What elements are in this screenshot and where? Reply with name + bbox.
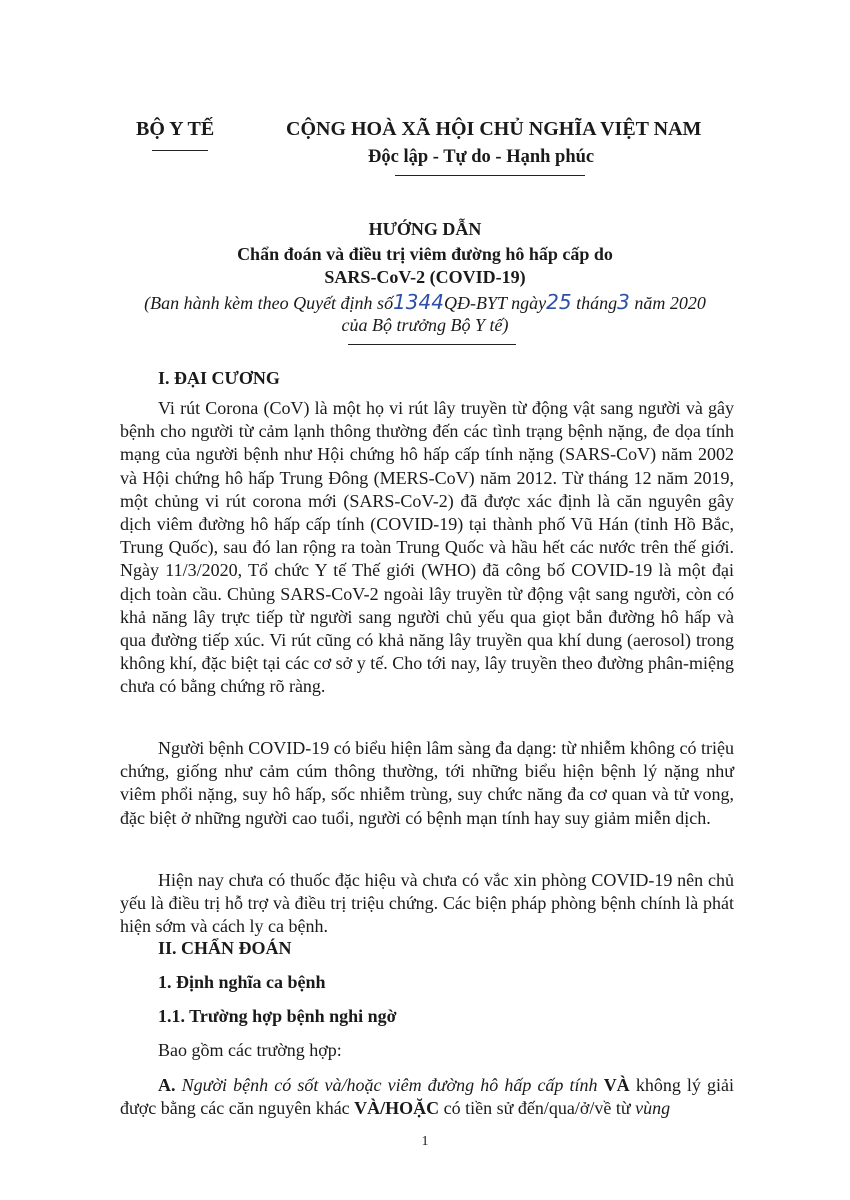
paragraph-case-a bbox=[120, 1074, 734, 1120]
motto-underline bbox=[395, 175, 585, 176]
issuance-mid2: tháng bbox=[576, 293, 618, 313]
handwritten-month: 3 bbox=[617, 290, 630, 314]
handwritten-decision-number: 1344 bbox=[393, 290, 444, 314]
issuance-mid3: năm 2020 bbox=[634, 293, 706, 313]
issuance-note-line2: của Bộ trưởng Bộ Y tế) bbox=[341, 315, 509, 335]
section-heading-diagnosis: II. CHẨN ĐOÁN bbox=[158, 938, 292, 958]
case-a-italic-2: vùng bbox=[635, 1098, 671, 1119]
document-subtitle-line1: Chẩn đoán và điều trị viêm đường hô hấp cấp do bbox=[237, 244, 613, 264]
paragraph-overview-3: Hiện nay chưa có thuốc đặc hiệu và chưa có vắc xin phòng COVID-19 nên chủ yếu là điều trị hỗ trợ và điều trị triệu chứng. Các biện pháp phòng bệnh chính là phát hiện sớm và cách ly ca bệnh. bbox=[120, 870, 734, 937]
section-heading-overview: I. ĐẠI CƯƠNG bbox=[158, 368, 280, 388]
issuance-prefix: (Ban hành kèm theo Quyết định số bbox=[144, 293, 394, 313]
handwritten-day: 25 bbox=[546, 290, 572, 314]
subsection-heading-suspected-case: 1.1. Trường hợp bệnh nghi ngờ bbox=[158, 1006, 397, 1026]
paragraph-overview-2: Người bệnh COVID-19 có biểu hiện lâm sàng đa dạng: từ nhiễm không có triệu chứng, giống như cảm cúm thông thường, tới những biểu hiện bệnh lý nặng như viêm phổi nặng, suy hô hấp, sốc nhiễm trùng, suy chức năng đa cơ quan và tử vong, đặc biệt ở những người cao tuổi, người có bệnh mạn tính hay suy giảm miễn dịch. bbox=[120, 738, 734, 828]
case-a-text-1: không lý giải được bằng các căn nguyên khác bbox=[120, 1075, 735, 1119]
issuance-mid1: QĐ-BYT ngày bbox=[443, 293, 547, 313]
case-a-bold-andor: VÀ/HOẶC bbox=[354, 1098, 440, 1119]
issuance-note-line1 bbox=[0, 290, 850, 314]
case-a-italic-1: Người bệnh có sốt và/hoặc viêm đường hô hấp cấp tính bbox=[181, 1075, 598, 1095]
case-a-label: A. bbox=[158, 1075, 176, 1095]
ministry-underline bbox=[152, 150, 208, 151]
country-name: CỘNG HOÀ XÃ HỘI CHỦ NGHĨA VIỆT NAM bbox=[286, 118, 702, 140]
case-a-text-2: có tiền sử đến/qua/ở/về từ bbox=[443, 1098, 631, 1119]
title-underline bbox=[348, 344, 516, 345]
national-motto: Độc lập - Tự do - Hạnh phúc bbox=[368, 147, 595, 167]
document-subtitle-line2: SARS-CoV-2 (COVID-19) bbox=[324, 267, 526, 287]
document-title: HƯỚNG DẪN bbox=[368, 219, 482, 239]
subsection-heading-case-definition: 1. Định nghĩa ca bệnh bbox=[158, 972, 326, 992]
ministry-name: BỘ Y TẾ bbox=[136, 118, 215, 140]
page-number: 1 bbox=[421, 1134, 429, 1149]
paragraph-overview-1: Vi rút Corona (CoV) là một họ vi rút lây truyền từ động vật sang người và gây bệnh cho người từ cảm lạnh thông thường đến các tình trạng bệnh nặng, đe dọa tính mạng của người bệnh như Hội chứng hô hấp cấp tính nặng (SARS-CoV) năm 2002 và Hội chứng hô hấp Trung Đông (MERS-CoV) năm 2012. Từ tháng 12 năm 2019, một chủng vi rút corona mới (SARS-CoV-2) đã được xác định là căn nguyên gây dịch viêm đường hô hấp cấp tính (COVID-19) tại thành phố Vũ Hán (tỉnh Hồ Bắc, Trung Quốc), sau đó lan rộng ra toàn Trung Quốc và hầu hết các nước trên thế giới. Ngày 11/3/2020, Tổ chức Y tế Thế giới (WHO) đã công bố COVID-19 là một đại dịch toàn cầu. Chủng SARS-CoV-2 ngoài lây truyền từ động vật sang người, còn có khả năng lây trực tiếp từ người sang người chủ yếu qua giọt bắn đường hô hấp và qua đường tiếp xúc. Vi rút cũng có khả năng lây truyền qua khí dung (aerosol) trong không khí, đặc biệt tại các cơ sở y tế. Cho tới nay, lây truyền theo đường phân-miệng chưa có bằng chứng rõ ràng. bbox=[120, 398, 734, 697]
case-a-bold-and: VÀ bbox=[603, 1075, 630, 1095]
cases-intro: Bao gồm các trường hợp: bbox=[158, 1040, 342, 1060]
